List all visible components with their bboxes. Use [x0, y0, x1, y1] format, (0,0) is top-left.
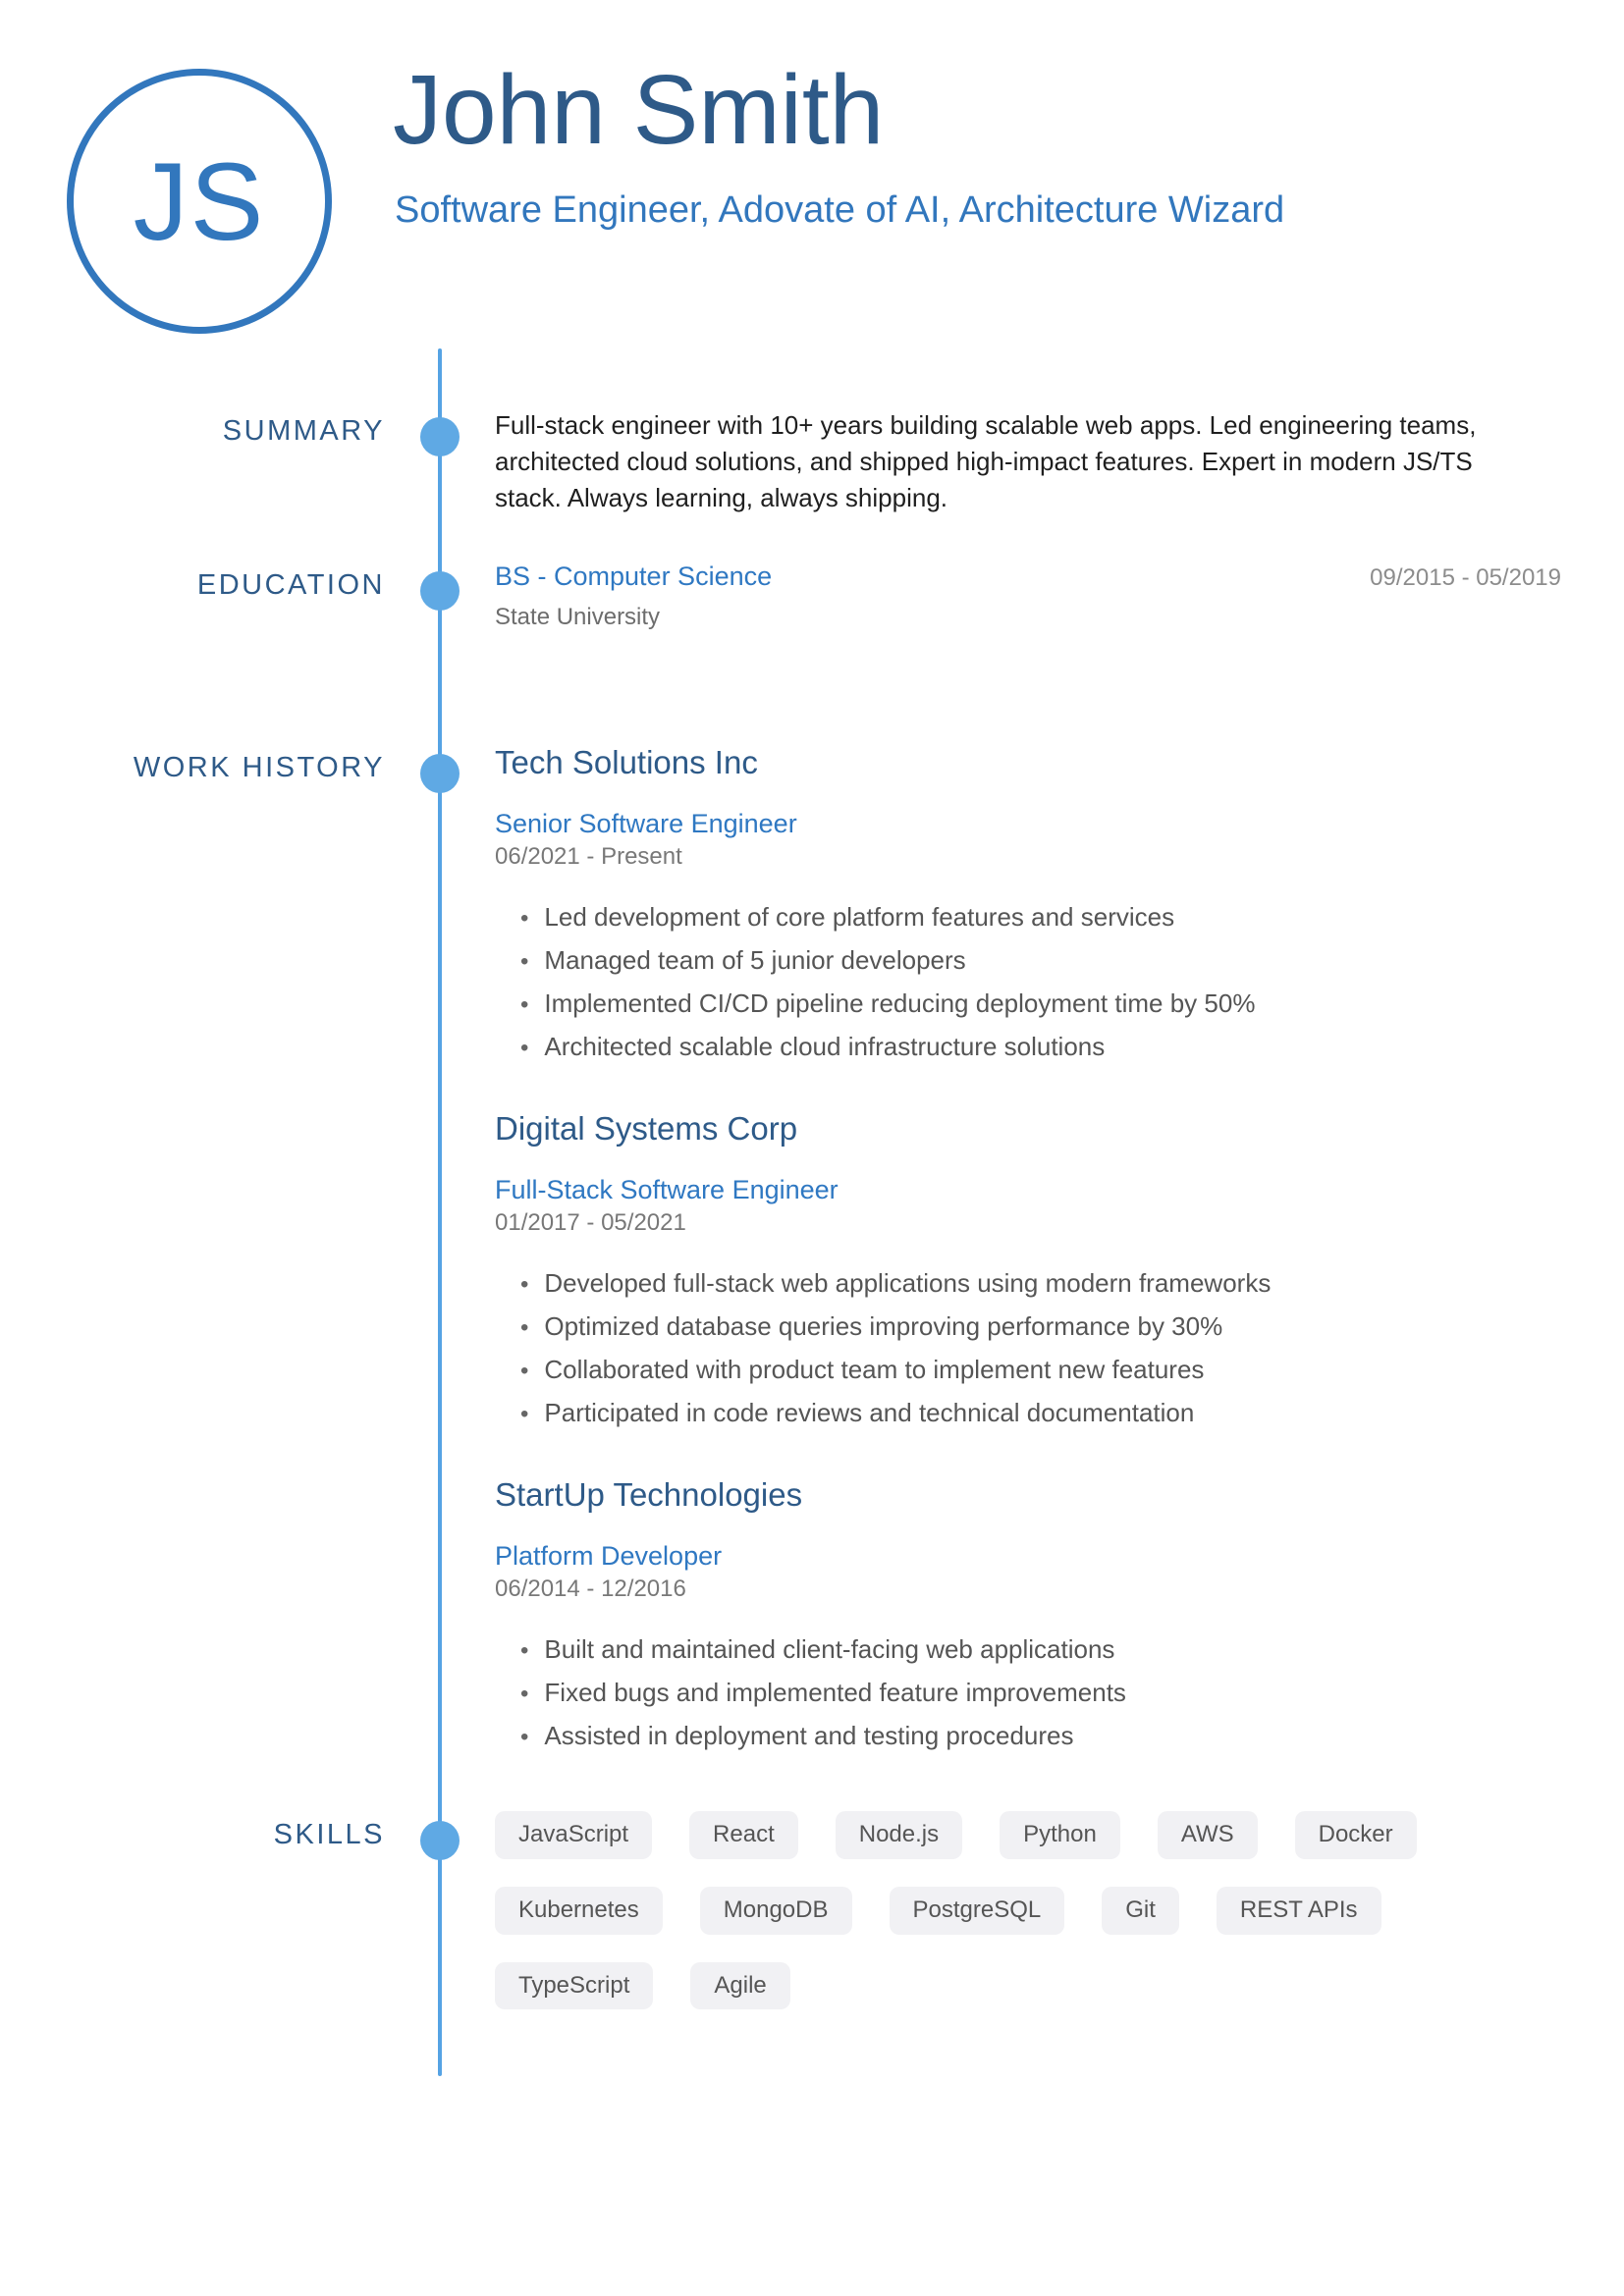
work-history-section-label: WORK HISTORY — [133, 752, 385, 783]
timeline-dot — [420, 571, 460, 611]
skill-tag: Kubernetes — [495, 1887, 663, 1935]
job-bullets — [495, 896, 1561, 1069]
skill-tag: Python — [1000, 1811, 1120, 1859]
job-bullet: • Developed full-stack web applications using modern frameworks — [495, 1262, 1561, 1306]
job-title: Full-Stack Software Engineer — [495, 1175, 839, 1204]
jobs-list — [495, 744, 1561, 1758]
section-education — [0, 561, 1624, 631]
job-entry — [495, 1476, 1561, 1758]
timeline-dot — [420, 417, 460, 456]
education-section-label: EDUCATION — [196, 569, 385, 601]
page-title: John Smith — [393, 55, 885, 165]
skill-tag: Node.js — [836, 1811, 962, 1859]
job-tagline: Software Engineer, Adovate of AI, Architecture Wizard — [395, 189, 1285, 231]
job-bullets — [495, 1629, 1561, 1758]
skill-tag: React — [689, 1811, 798, 1859]
skill-tag: MongoDB — [700, 1887, 852, 1935]
skill-tag: Docker — [1295, 1811, 1417, 1859]
company-name: Digital Systems Corp — [495, 1110, 798, 1147]
skills-dot-cell — [385, 1811, 495, 1860]
skill-tag: JavaScript — [495, 1811, 652, 1859]
job-bullet: • Managed team of 5 junior developers — [495, 939, 1561, 983]
section-work-history — [0, 744, 1624, 1758]
job-bullet: • Implemented CI/CD pipeline reducing deployment time by 50% — [495, 983, 1561, 1026]
skills-section-label: SKILLS — [273, 1819, 385, 1850]
timeline-dot — [420, 754, 460, 793]
job-bullets — [495, 1262, 1561, 1435]
job-bullet: • Collaborated with product team to implement new features — [495, 1349, 1561, 1392]
skill-tag: Agile — [690, 1962, 789, 2010]
avatar-initials: JS — [133, 139, 266, 263]
job-bullet: • Optimized database queries improving performance by 30% — [495, 1306, 1561, 1349]
skill-tag: PostgreSQL — [890, 1887, 1065, 1935]
skill-tag: AWS — [1158, 1811, 1258, 1859]
school-name: State University — [495, 604, 661, 630]
skill-tag: REST APIs — [1217, 1887, 1381, 1935]
job-entry — [495, 744, 1561, 1069]
job-bullet: • Participated in code reviews and technical documentation — [495, 1392, 1561, 1435]
job-bullet: • Led development of core platform features and services — [495, 896, 1561, 939]
job-bullet: • Assisted in deployment and testing procedures — [495, 1715, 1561, 1758]
summary-dot-cell — [385, 407, 495, 456]
job-title: Platform Developer — [495, 1541, 723, 1571]
job-bullet: • Fixed bugs and implemented feature improvements — [495, 1672, 1561, 1715]
timeline-dot — [420, 1821, 460, 1860]
section-summary — [0, 407, 1624, 516]
job-bullet: • Architected scalable cloud infrastructure solutions — [495, 1026, 1561, 1069]
education-dot-cell — [385, 561, 495, 611]
company-name: StartUp Technologies — [495, 1476, 803, 1513]
avatar — [67, 69, 332, 334]
skills-list — [495, 1811, 1477, 2009]
job-title: Senior Software Engineer — [495, 809, 797, 838]
summary-section-label: SUMMARY — [222, 415, 385, 447]
summary-text: Full-stack engineer with 10+ years building scalable web apps. Led engineering teams, architected cloud solutions, and shipped high-impact features. Expert in modern JS/TS stack. Always learning, always shipping. — [495, 410, 1477, 512]
job-dates: 06/2021 - Present — [495, 843, 682, 870]
skill-tag: Git — [1102, 1887, 1179, 1935]
section-skills — [0, 1811, 1624, 2009]
work-history-dot-cell — [385, 744, 495, 793]
job-dates: 06/2014 - 12/2016 — [495, 1575, 686, 1602]
degree-title: BS - Computer Science — [495, 561, 773, 591]
job-dates: 01/2017 - 05/2021 — [495, 1209, 686, 1236]
company-name: Tech Solutions Inc — [495, 744, 758, 780]
job-entry — [495, 1110, 1561, 1435]
skill-tag: TypeScript — [495, 1962, 653, 2010]
job-bullet: • Built and maintained client-facing web applications — [495, 1629, 1561, 1672]
education-dates: 09/2015 - 05/2019 — [1370, 564, 1561, 591]
